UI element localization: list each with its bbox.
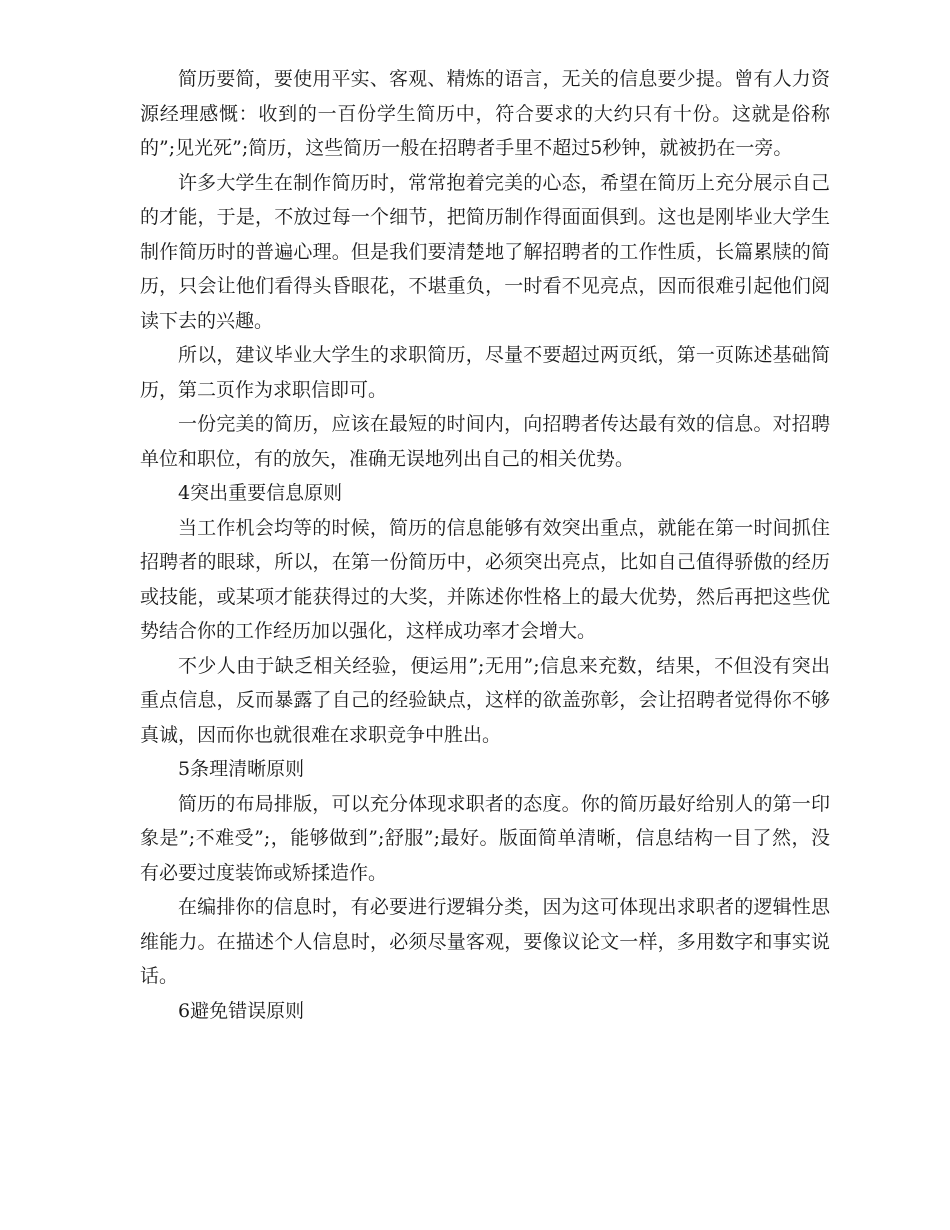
paragraph-highlight-points: 当工作机会均等的时候，简历的信息能够有效突出重点，就能在第一时间抓住招聘者的眼球，所以，在第一份简历中，必须突出亮点，比如自己值得骄傲的经历或技能，或某项才能获得过的大奖，并陈述你性格上的最大优势，然后再把这些优势结合你的工作经历加以强化，这样成功率才会增大。 [140, 516, 830, 642]
paragraph-perfectionism: 许多大学生在制作简历时，常常抱着完美的心态，希望在简历上充分展示自己的才能，于是，不放过每一个细节，把简历制作得面面俱到。这也是刚毕业大学生制作简历时的普遍心理。但是我们要清楚地了解招聘者的工作性质，长篇累牍的简历，只会让他们看得头昏眼花，不堪重负，一时看不见亮点，因而很难引起他们阅读下去的兴趣。 [140, 171, 830, 332]
paragraph-effective-info: 一份完美的简历，应该在最短的时间内，向招聘者传达最有效的信息。对招聘单位和职位，有的放矢，准确无误地列出自己的相关优势。 [140, 413, 830, 470]
document-body [140, 62, 830, 1028]
paragraph-logic: 在编排你的信息时，有必要进行逻辑分类，因为这可体现出求职者的逻辑性思维能力。在描述个人信息时，必须尽量客观，要像议论文一样，多用数字和事实说话。 [140, 896, 830, 987]
section-heading-highlight: 4突出重要信息原则 [178, 482, 343, 504]
section-heading-avoid-errors: 6避免错误原则 [178, 999, 305, 1022]
section-heading-clarity: 5条理清晰原则 [178, 758, 305, 780]
paragraph-two-pages: 所以，建议毕业大学生的求职简历，尽量不要超过两页纸，第一页陈述基础简历，第二页作为求职信即可。 [140, 344, 830, 401]
paragraph-layout: 简历的布局排版，可以充分体现求职者的态度。你的简历最好给别人的第一印象是”;不难受”;，能够做到”;舒服”;最好。版面简单清晰，信息结构一目了然，没有必要过度装饰或矫揉造作。 [140, 792, 830, 884]
paragraph-lack-experience: 不少人由于缺乏相关经验，便运用”;无用”;信息来充数，结果，不但没有突出重点信息，反而暴露了自己的经验缺点，这样的欲盖弥彰，会让招聘者觉得你不够真诚，因而你也就很难在求职竞争中胜出。 [140, 654, 830, 746]
paragraph-resume-concise: 简历要简，要使用平实、客观、精炼的语言，无关的信息要少提。曾有人力资源经理感慨：收到的一百份学生简历中，符合要求的大约只有十份。这就是俗称的”;见光死”;简历，这些简历一般在招聘者手里不超过5秒钟，就被扔在一旁。 [140, 68, 830, 159]
